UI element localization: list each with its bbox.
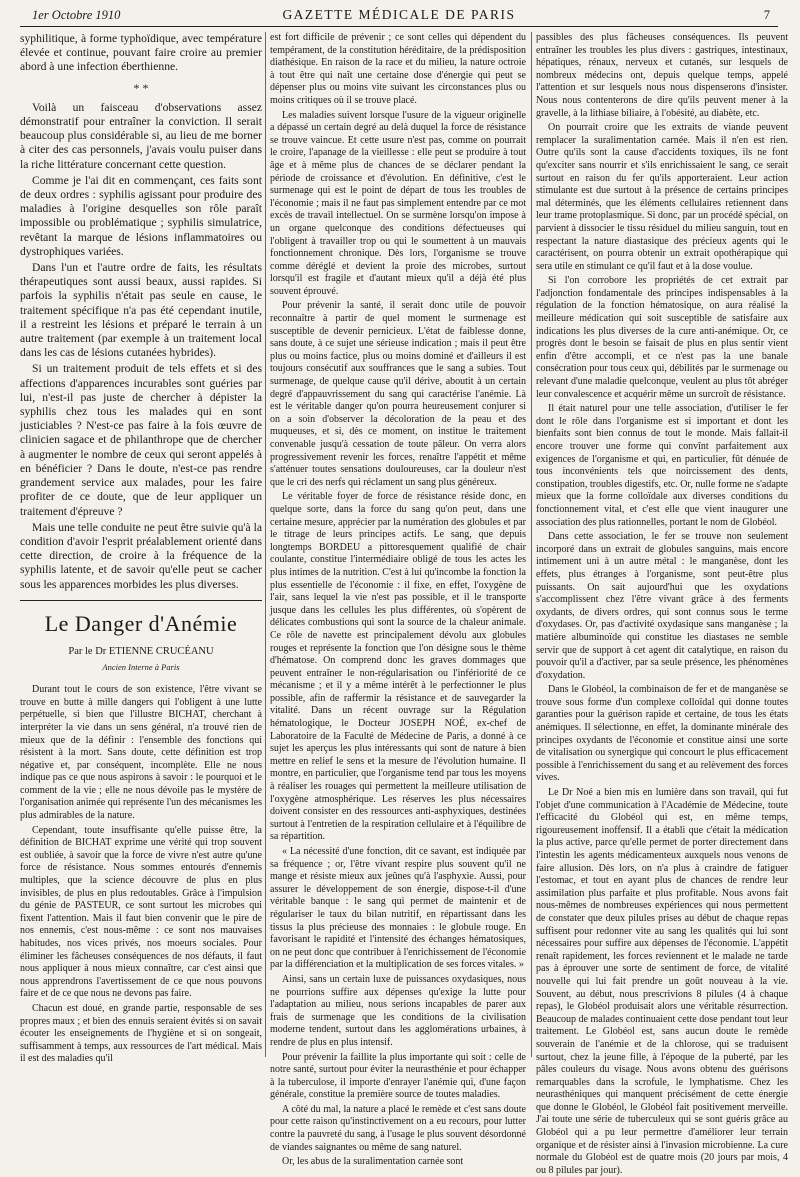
paragraph: Si l'on corrobore les propriétés de cet extrait par l'adjonction fondamentale des principes indispensables à la régulation de la fonction hématosique, on aura réalisé la meilleure médication qui soit susceptible de satisfaire aux indications les plus diverses de la cure anti-anémique. Or, ce progrès dont le besoin se faisait de plus en plus sentir vient enfin d'être accompli, et ce n'est pas la une banale consécration pour tous ceux qui, débilités par le surmenage ou relevant d'une maladie quelconque, veulent au plus tôt abréger leur convalescence et acquérir même un surcroît de résistance. bbox=[536, 275, 788, 400]
paragraph: syphilitique, à forme typhoïdique, avec température élevée et continue, pouvant faire croire au premier abord à une infection éberthienne. bbox=[20, 32, 262, 74]
paragraph: est fort difficile de prévenir ; ce sont celles qui dépendent du tempérament, de la constitution héréditaire, de la prédisposition diathésique. En raison de la race et du milieu, la nature octroie à tout être qui naît une certaine dose d'énergie qui peut se dépenser plus ou moins vite suivant les circonstances plus ou moins critiques où il se trouve placé. bbox=[270, 32, 526, 106]
paragraph: Durant tout le cours de son existence, l'être vivant se trouve en butte à mille dangers qui l'obligent à une lutte perpétuelle, si bien que l'illustre BICHAT, cherchant à interpréter la vie dans un sens général, n'a trouvé rien de mieux que de la définir : l'ensemble des fonctions qui résistent à la mort. Sans doute, cette définition est trop négative et, par conséquent, incomplète. Elle ne nous indique pas ce que nous aspirons à savoir : le pourquoi et le comment de la vie ; elle ne nous dévoile pas le mystère de l'organisation animée qui représente l'un des mécanismes les plus admirables de la nature. bbox=[20, 684, 262, 822]
journal-title: GAZETTE MÉDICALE DE PARIS bbox=[282, 7, 516, 22]
paragraph: « La nécessité d'une fonction, dit ce savant, est indiquée par sa fréquence ; or, l'être vivant respire plus souvent qu'il ne mange et résiste mieux aux jeûnes qu'à l'asphyxie. Aussi, pour assurer le développement de son énergie, dispose-t-il d'une véritable banque : le sang qui permet de maintenir et de régulariser le taux du bilan nutritif, en répartissant dans les tissus la plus précieuse des monnaies : le globule rouge. En favorisant le rapidité et l'intensité des échanges hématosiques, on ne peut donc que contribuer à l'enrichissement de l'économie par la différenciation et la multiplication de ses forces vitales. » bbox=[270, 846, 527, 971]
paragraph: Le véritable foyer de force de résistance réside donc, en quelque sorte, dans la force du sang qu'on peut, dans une certaine mesure, apprécier par la numération des globules et par le titrage de leurs principes actifs. Le sang, que depuis longtemps BORDEU a pittoresquement qualifié de chair coulante, constitue l'intermédiaire obligé de tous les actes les plus intimes de la nutrition. C'est à lui qu'incombe la fonction la plus essentielle de l'économie : il fixe, en effet, l'oxygène de l'air, sans lequel la vie n'est pas possible, et il le transporte jusque dans les cellules les plus différentes, où s'opèrent de délicates combustions qui sont la source de la chaleur animale. Ce rôle de navette est principalement dévolu aux globules rouges et représente la fonction que l'on désigne sous le thème d'hématose. On comprend donc les graves dommages que peuvent entraîner le non-régularisation ou l'infériorité de ce mécanisme ; et il y a même intérêt à le perfectionner le plus possible, afin de raffermir la résistance et de sauvegarder la vitalité. Dans un récent ouvrage sur la Régulation hématologique, le Docteur JOSEPH NOÉ, ex-chef de Laboratoire de la Faculté de Médecine de Paris, a donné à ce sujet les aperçus les plus intéressants qui sont de nature à bien mettre en relief le sens et la mesure de l'évolution humaine. Il montre, en particulier, que l'organisme tend par tous les moyens à réaliser les rouages qui permettent la meilleure utilisation de l'oxygène atmosphérique. Les réserves les plus nécessaires doivent consister en des ressources anti-asphyxiques, destinées surtout à l'entretien de la respiration cellulaire et à l'équilibre de sa répartition. bbox=[270, 491, 526, 843]
paragraph: Il était naturel pour une telle association, d'utiliser le fer dont le rôle dans l'organisme est si important et dont les bienfaits sont bien connus de tout le monde. Mais fallait-il encore trouver une forme qui convînt parfaitement aux exigences de l'organisme et qui, en particulier, fût dénuée de tous inconvénients tels que noircissement des dents, constipation, troubles digestifs, etc. Or, nulle forme ne s'adapte mieux que la forme colloïdale aux diverses conditions du fonctionnement vital, et c'est elle que vient inaugurer une association des plus rationnelles, portant le nom de Globéol. bbox=[536, 403, 788, 528]
issue-date: 1er Octobre 1910 bbox=[32, 8, 121, 22]
paragraph: Chacun est doué, en grande partie, responsable de ses propres maux ; et bien des ennuis seraient évités si on savait écouter les enseignements de l'hygiène et si on songeait, suffisamment à temps, aux ressources de l'art médical. Mais il est des maladies qu'il bbox=[20, 1002, 262, 1065]
paragraph: Pour prévenir la santé, il serait donc utile de pouvoir reconnaître à partir de quel moment le surmenage est susceptible de devenir pernicieux. L'état de faiblesse donne, sans doute, à ce sujet une sérieuse indication ; mais il peut être plus ou moins factice, plus ou moins dominé et d'ailleurs il est toujours consécutif aux souffrances que le sang a subies. Tout surmenage, de quelque cause qu'il dérive, aboutit à un certain degré d'appauvrissement du sang qui caractérise l'anémie. Là est le véritable danger qu'on pourra heureusement conjurer si on a soin d'observer la décoloration de la peau et des muqueuses, et si, dès ce moment, on institue le traitement convenable jusqu'à cessation de toute pâleur. On verra alors progressivement revenir les forces, renaître l'appétit et même s'atténuer toutes sensations douloureuses, car la douleur n'est que le cri des nerfs qui réclament un sang plus généreux. bbox=[270, 300, 526, 488]
author-affiliation: Ancien Interne à Paris bbox=[102, 661, 180, 672]
paragraph: Dans le Globéol, la combinaison de fer et de manganèse se trouve sous forme d'un complexe colloïdal qui donne toutes garanties pour la guérison rapide et certaine, de tous les états anémiques. Il sélectionne, en effet, la dominante minérale des principes oxydants de l'économie et constitue ainsi une sorte de vitalisation ou synergique qui concourt le plus efficacement possible à l'enrichissement du sang et au relèvement des forces vives. bbox=[536, 684, 788, 784]
paragraph: Or, les abus de la suralimentation carnée sont bbox=[282, 1156, 464, 1168]
paragraph: Si un traitement produit de tels effets et si des affections d'apparences incurables sont guéries par lui, n'est-il pas juste de chercher à dépister la syphilis chez tous les malades qui en sont justiciables ? N'est-ce pas faire à la fois œuvre de clinicien sagace et de philanthrope que de chercher à augmenter le nombre de ceux qui seront appelés à en bénéficier ? Dans le doute, n'est-ce pas rendre grandement service aux malades, pour les faire profiter de ce doute, que de leur appliquer un traitement d'épreuve ? bbox=[20, 362, 262, 518]
column-left bbox=[20, 32, 262, 1065]
paragraph: Dans l'un et l'autre ordre de faits, les résultats thérapeutiques sont aussi beaux, aussi rapides. Si parfois la syphilis n'était pas seule en cause, le traitement spécifique n'a pas été cependant inutile, il a restreint les lésions et préparé le terrain à un autre traitement (par exemple à un traitement local dans les cas de lésions cutanées hybrides). bbox=[20, 261, 262, 360]
paragraph: Pour prévenir la faillite la plus importante qui soit : celle de notre santé, surtout pour éviter la neurasthénie et pour échapper à la tuberculose, il importe d'enrayer l'anémie qui, d'une façon générale, constitue la première source de toutes maladies. bbox=[270, 1051, 526, 1101]
column-rule bbox=[265, 32, 266, 1057]
paragraph: Les maladies suivent lorsque l'usure de la vigueur originelle a dépassé un certain degré au delà duquel la force de résistance se trouve vaincue. Et cette usure n'est pas, comme on pourrait le croire, l'apanage de la vieillesse : elle peut se produire à tout âge et à même plus de chances de se déclarer pendant la période de croissance et d'évolution. En définitive, c'est le surmenage qui est le point de départ de tous les troubles de l'économie ; mais il ne faut pas simplement entendre par ce mot excès de travail intellectuel. On se surmène lorsqu'on impose à un organe quelconque des conditions défectueuses qui l'obligent à travailler trop ou qui le soumettent à un mauvais fonctionnement chronique. Dès lors, l'organisme se trouve comme déréglé et devient la proie des microbes, surtout lorsqu'il est fragile et d'autant mieux qu'il a déjà été plus souvent éprouvé. bbox=[270, 109, 526, 297]
paragraph: Mais une telle conduite ne peut être suivie qu'à la condition d'avoir l'esprit préalablement orienté dans cette direction, de croire à la fréquence de la syphilis latente, et de savoir qu'elle peut se cacher sous les apparences morbides les plus diverses. bbox=[20, 520, 262, 591]
section-break: * * bbox=[133, 80, 149, 95]
paragraph: Comme je l'ai dit en commençant, ces faits sont de deux ordres : syphilis agissant pour produire des maladies à l'origine desquelles son rôle paraît impossible ou problématique ; syphilis simulatrice, revêtant la marque de lésions inflammatoires ou dystrophiques variées. bbox=[20, 173, 262, 258]
article-byline: Par le Dr ETIENNE CRUCÉANU bbox=[68, 645, 214, 657]
paragraph: A côté du mal, la nature a placé le remède et c'est sans doute pour cette raison qu'instinctivement on a eu recours, pour lutter contre la pauvreté du sang, à l'usage le plus souvent désordonné de viandes saignantes ou même de sang naturel. bbox=[270, 1103, 526, 1153]
paragraph: passibles des plus fâcheuses conséquences. Ils peuvent entraîner les troubles les plus divers : gastriques, intestinaux, hépatiques, rénaux, nerveux et cutanés, sur lesquels de nombreux médecins ont, depuis quelque temps, appelé l'attention et sur lesquels nous nous dispenserons d'insister. Nous nous contenterons de dire qu'ils peuvent mener à la gravelle, à la lithiase biliaire, à l'obésité, au diabète, etc. bbox=[536, 32, 788, 119]
paragraph: Cependant, toute insuffisante qu'elle puisse être, la définition de BICHAT exprime une vérité qui trop souvent est oubliée, à savoir que la force de vivre n'est autre qu'une force de résistance. Nous sommes entourés d'ennemis multiples, que la science découvre de plus en plus invisibles, de plus en plus redoutables. Grâce à l'impulsion du génie de PASTEUR, ce sont surtout les microbes qui fixent l'attention. Mais il faut bien convenir que le pire de nos ennemis, c'est nous-même : ce sont nos mauvaises habitudes, nos vices privés, nos moeurs sociales. Pour éliminer les fâcheuses conséquences de nos défauts, il faut nous appliquer à nous mieux connaître, car c'est ainsi que nous apprendrons l'avertissement de ce que nous pouvons faire et de ce que nous ne devons pas faire. bbox=[20, 824, 262, 1000]
column-middle bbox=[270, 32, 527, 1168]
page-header bbox=[20, 6, 778, 27]
paragraph: Voilà un faisceau d'observations assez démonstratif pour entraîner la conviction. Il serait beaucoup plus considérable si, au lieu de me borner à citer des cas personnels, j'avais voulu puiser dans la riche littérature concernant cette question. bbox=[20, 100, 262, 171]
paragraph: Ainsi, sans un certain luxe de puissances oxydasiques, nous ne pourrions suffire aux dépenses qu'exige la lutte pour l'adaptation au milieu, nous serions incapables de parer aux frais de surmenage que les conditions de la civilisation moderne tendent, surtout dans les agglomérations urbaines, à rendre de plus en plus intensif. bbox=[270, 973, 526, 1048]
column-right bbox=[536, 32, 788, 1176]
column-rule bbox=[531, 32, 532, 1057]
article-separator bbox=[20, 600, 262, 601]
article-title: Le Danger d'Anémie bbox=[44, 610, 238, 636]
paragraph: Le Dr Noé a bien mis en lumière dans son travail, qui fut l'objet d'une communication à l'Académie de Médecine, toute l'efficacité du Globéol qui est, en même temps, rigoureusement inoffensif. Il a établi que c'était la médication la plus active, parce qu'elle permet de porter directement dans l'intestin les agents médicamenteux auxquels nous venons de faire allusion. Dès lors, on n'a plus à craindre de fatiguer l'estomac, et tout en ayant plus de chances de rendre leur assimilation plus parfaite et plus profitable. Nous avons fait nous-mêmes de nombreuses expériences qui nous permettent de constater que deux pilules prises au début de chaque repas suffisent pour redonner vite au sang les qualités qui lui sont nécessaires pour suffire aux dépenses de l'économie. L'appétit renaît rapidement, les forces reviennent et le malade ne tarde pas à éprouver une sorte de sentiment de force, de vitalité nouvelle qui lui fait prendre un goût nouveau à la vie. Souvent, au début, nous prescrivions 8 pilules (4 à chaque repas), le Globéol produisait alors une véritable résurrection. Beaucoup de malades continuaient cette dose pendant tout leur traitement. Le Globéol est, sans aucun doute le remède souverain de l'anémie et de la chlorose, qui se traduisent surtout, chez la jeune fille, à l'époque de la puberté, par les pâles couleurs du visage. Nous avons obtenu des guérisons remarquables dans la scrofule, le lymphatisme. Chez les neurasthéniques qui manquent précisément de cette énergie que donne le Globéol, le Globéol fait positivement merveille. J'ai toute une série de tuberculeux qui se sont guéris grâce au Globéol qui a pu leur permettre d'améliorer leur terrain organique et de résister ainsi à l'invasion microbienne. La cure normale du Globéol est de quatre mois (20 jours par mois, 4 ou 8 pilules par jour). bbox=[536, 787, 788, 1176]
page-number: 7 bbox=[763, 8, 770, 22]
paragraph: Dans cette association, le fer se trouve non seulement incorporé dans un extrait de globules sanguins, mais encore intimement uni à un autre métal : le manganèse, dont les effets, plus étranges à l'organisme, sont peut-être plus puissants. On sait aujourd'hui que les oxydations s'accomplissent chez l'être vivant grâce à des ferments oxydants, de divers ordres, qui sont connus sous le terme d'oxydases. Or, pas d'activité oxydasique sans manganèse ; la matière albuminoïde qui constitue les diastases ne semble servir que de support à cet agent dit catalytique, en raison du pouvoir qu'il a d'activer, par sa seule présence, les phénomènes d'oxydation. bbox=[536, 531, 788, 681]
paragraph: On pourrait croire que les extraits de viande peuvent remplacer la suralimentation carnée. Mais il n'en est rien. Outre qu'ils sont la cause d'accidents toxiques, ils ne font qu'exciter sans nourrir et s'ils enrichissaient le sang, ce serait surtout en raison du fer qu'ils apporteraient. Leur action stimulante est due surtout à la présence de certains principes mal déterminés, que les éléments cellulaires retiennent dans leur trame protoplasmique. Si donc, par un procédé spécial, on parvient à dissocier le tissu résiduel du milieu sanguin, tout en respectant la nature diastasique des précieux agents qui le caractérisent, on pourra obtenir un extrait opothérapique qui sera utile en stimulant ce qu'il faut et à la dose voulue. bbox=[536, 122, 788, 272]
